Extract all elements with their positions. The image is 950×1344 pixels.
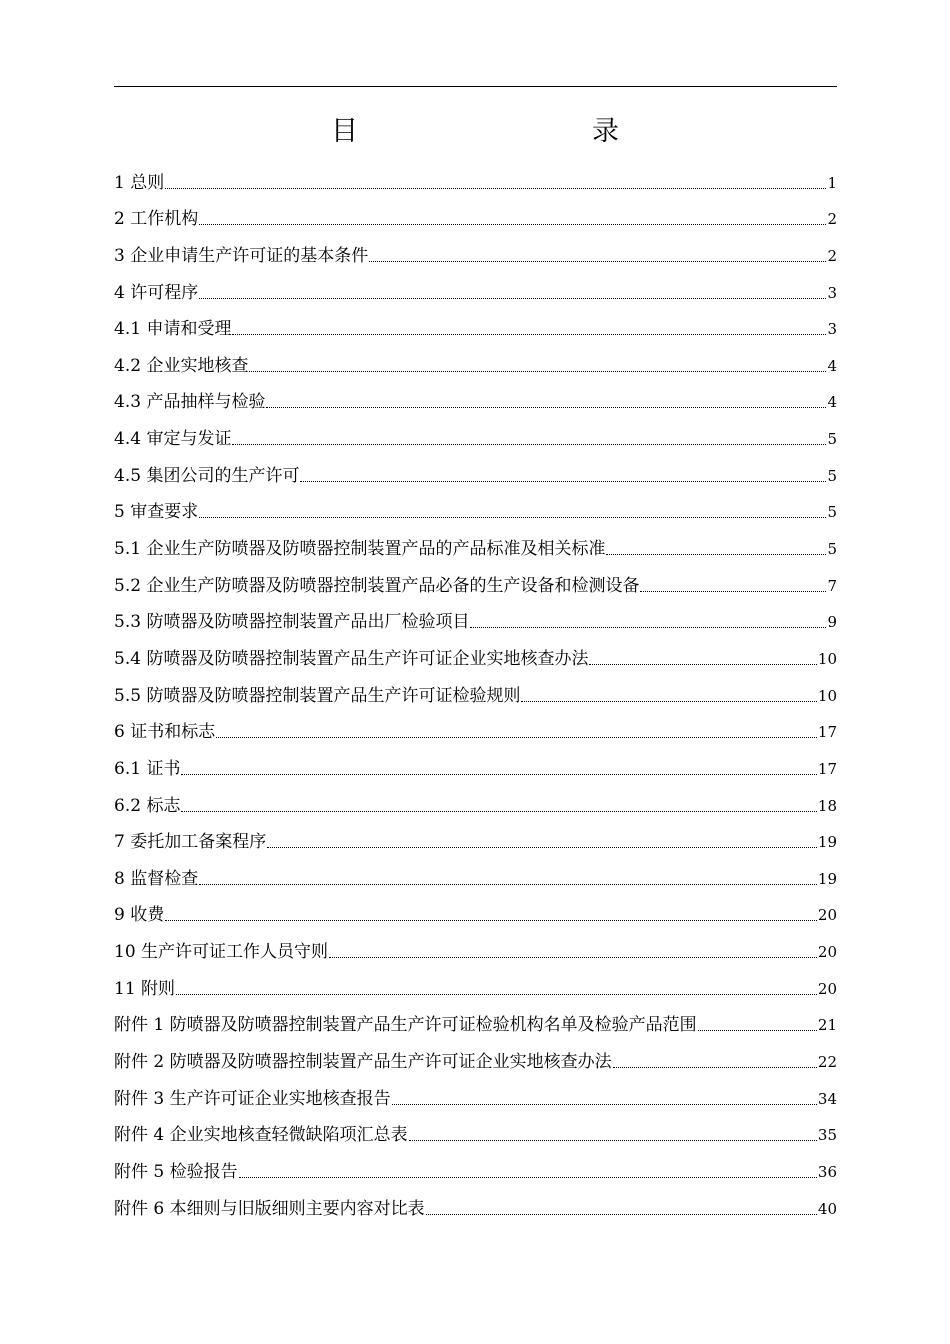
toc-page-number: 17	[817, 759, 837, 778]
toc-list	[114, 160, 837, 1223]
toc-page-number: 20	[817, 943, 837, 962]
toc-entry[interactable]	[114, 1149, 837, 1186]
toc-entry[interactable]	[114, 856, 837, 893]
toc-dot-leader	[613, 1067, 817, 1068]
toc-entry-title: 6.2 标志	[114, 795, 181, 816]
toc-entry-title: 5 审查要求	[114, 502, 199, 523]
toc-entry-title: 11 附则	[114, 978, 176, 999]
toc-entry[interactable]	[114, 526, 837, 563]
toc-dot-leader	[199, 884, 817, 885]
toc-entry[interactable]	[114, 563, 837, 600]
toc-dot-leader	[181, 811, 816, 812]
toc-page-number: 10	[817, 686, 837, 705]
toc-page-number: 19	[817, 869, 837, 888]
toc-entry-title: 附件 6 本细则与旧版细则主要内容对比表	[114, 1198, 425, 1219]
toc-entry-title: 2 工作机构	[114, 209, 199, 230]
toc-page-number: 20	[817, 906, 837, 925]
toc-entry-title: 4 许可程序	[114, 282, 199, 303]
toc-dot-leader	[199, 298, 826, 299]
toc-page-number: 20	[817, 979, 837, 998]
toc-entry[interactable]	[114, 160, 837, 197]
toc-entry[interactable]	[114, 929, 837, 966]
toc-entry-title: 4.3 产品抽样与检验	[114, 392, 266, 413]
toc-dot-leader	[249, 371, 826, 372]
toc-entry[interactable]	[114, 1003, 837, 1040]
toc-page-number: 21	[817, 1016, 837, 1035]
toc-dot-leader	[640, 591, 826, 592]
toc-entry[interactable]	[114, 710, 837, 747]
toc-page-number: 3	[827, 320, 837, 339]
toc-dot-leader	[176, 994, 817, 995]
toc-entry[interactable]	[114, 1076, 837, 1113]
toc-dot-leader	[589, 664, 816, 665]
toc-dot-leader	[239, 1177, 817, 1178]
toc-entry[interactable]	[114, 416, 837, 453]
toc-entry-title: 5.1 企业生产防喷器及防喷器控制装置产品的产品标准及相关标准	[114, 539, 606, 560]
toc-entry-title: 5.3 防喷器及防喷器控制装置产品出厂检验项目	[114, 612, 470, 633]
toc-entry[interactable]	[114, 1186, 837, 1223]
toc-entry[interactable]	[114, 197, 837, 234]
toc-page-number: 18	[817, 796, 837, 815]
toc-entry[interactable]	[114, 1113, 837, 1150]
toc-page-number: 7	[827, 576, 837, 595]
toc-dot-leader	[329, 957, 817, 958]
toc-entry[interactable]	[114, 673, 837, 710]
toc-page-number: 36	[817, 1162, 837, 1181]
toc-dot-leader	[199, 224, 826, 225]
toc-page-number: 3	[827, 283, 837, 302]
toc-page-number: 19	[817, 833, 837, 852]
toc-entry[interactable]	[114, 1039, 837, 1076]
toc-dot-leader	[521, 701, 816, 702]
toc-page-number: 5	[827, 430, 837, 449]
toc-page-number: 5	[827, 540, 837, 559]
toc-entry-title: 附件 3 生产许可证企业实地核查报告	[114, 1088, 391, 1109]
toc-entry-title: 7 委托加工备案程序	[114, 832, 267, 853]
toc-dot-leader	[181, 774, 816, 775]
toc-dot-leader	[606, 554, 826, 555]
toc-entry-title: 4.4 审定与发证	[114, 429, 232, 450]
toc-dot-leader	[470, 627, 826, 628]
toc-dot-leader	[232, 444, 826, 445]
toc-page-number: 40	[817, 1199, 837, 1218]
toc-entry-title: 4.2 企业实地核查	[114, 355, 249, 376]
toc-entry-title: 8 监督检查	[114, 868, 199, 889]
toc-entry[interactable]	[114, 893, 837, 930]
toc-entry[interactable]	[114, 270, 837, 307]
toc-page-number: 9	[827, 613, 837, 632]
toc-entry[interactable]	[114, 490, 837, 527]
toc-dot-leader	[300, 481, 826, 482]
toc-dot-leader	[426, 1214, 817, 1215]
toc-entry-title: 附件 2 防喷器及防喷器控制装置产品生产许可证企业实地核查办法	[114, 1052, 612, 1073]
toc-dot-leader	[165, 920, 817, 921]
toc-page-number: 5	[827, 466, 837, 485]
toc-entry-title: 6 证书和标志	[114, 722, 216, 743]
toc-entry[interactable]	[114, 233, 837, 270]
toc-page-number: 34	[817, 1089, 837, 1108]
toc-page-number: 2	[827, 246, 837, 265]
toc-entry-title: 附件 4 企业实地核查轻微缺陷项汇总表	[114, 1125, 408, 1146]
toc-page-number: 1	[827, 173, 837, 192]
toc-entry[interactable]	[114, 600, 837, 637]
toc-entry[interactable]	[114, 343, 837, 380]
toc-page-number: 17	[817, 723, 837, 742]
toc-dot-leader	[698, 1030, 817, 1031]
header-rule	[114, 86, 837, 87]
toc-page-number: 4	[827, 356, 837, 375]
toc-dot-leader	[369, 261, 826, 262]
toc-entry-title: 附件 5 检验报告	[114, 1161, 238, 1182]
toc-entry-title: 1 总则	[114, 172, 165, 193]
toc-entry[interactable]	[114, 307, 837, 344]
toc-page-number: 5	[827, 503, 837, 522]
toc-entry-title: 5.5 防喷器及防喷器控制装置产品生产许可证检验规则	[114, 685, 521, 706]
toc-dot-leader	[216, 737, 817, 738]
toc-dot-leader	[267, 847, 817, 848]
toc-entry-title: 5.4 防喷器及防喷器控制装置产品生产许可证企业实地核查办法	[114, 648, 589, 669]
toc-entry[interactable]	[114, 636, 837, 673]
toc-page-number: 22	[817, 1053, 837, 1072]
toc-entry-title: 10 生产许可证工作人员守则	[114, 942, 329, 963]
toc-page-number: 4	[827, 393, 837, 412]
toc-dot-leader	[165, 188, 826, 189]
toc-entry[interactable]	[114, 453, 837, 490]
toc-dot-leader	[409, 1140, 817, 1141]
toc-page-number: 35	[817, 1126, 837, 1145]
toc-page-number: 2	[827, 210, 837, 229]
toc-entry-title: 3 企业申请生产许可证的基本条件	[114, 245, 369, 266]
toc-dot-leader	[232, 334, 826, 335]
toc-entry[interactable]	[114, 966, 837, 1003]
toc-entry[interactable]	[114, 746, 837, 783]
toc-dot-leader	[266, 407, 826, 408]
toc-entry[interactable]	[114, 783, 837, 820]
toc-dot-leader	[199, 517, 826, 518]
toc-entry-title: 4.1 申请和受理	[114, 319, 232, 340]
toc-entry[interactable]	[114, 380, 837, 417]
toc-page-number: 10	[817, 649, 837, 668]
toc-entry-title: 5.2 企业生产防喷器及防喷器控制装置产品必备的生产设备和检测设备	[114, 575, 640, 596]
toc-dot-leader	[392, 1104, 817, 1105]
toc-entry-title: 6.1 证书	[114, 758, 181, 779]
toc-entry-title: 4.5 集团公司的生产许可	[114, 465, 300, 486]
page-title: 目 录	[331, 116, 679, 147]
toc-entry[interactable]	[114, 820, 837, 857]
toc-entry-title: 附件 1 防喷器及防喷器控制装置产品生产许可证检验机构名单及检验产品范围	[114, 1015, 697, 1036]
toc-entry-title: 9 收费	[114, 905, 165, 926]
